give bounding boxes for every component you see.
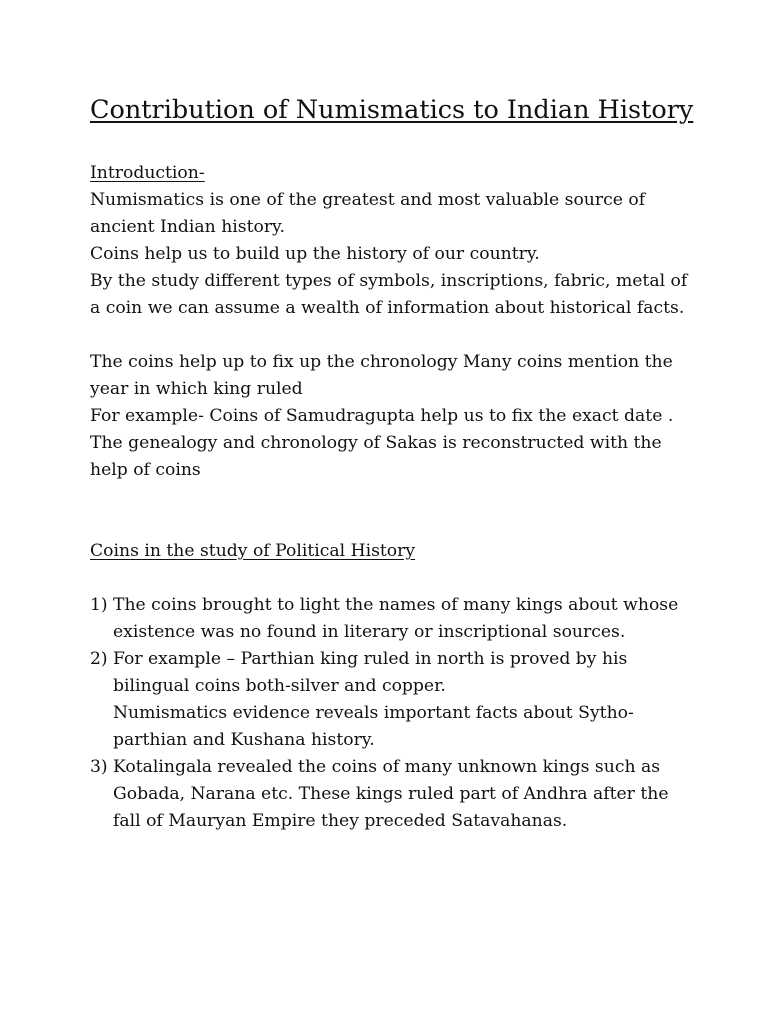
intro-paragraph: Numismatics is one of the greatest and most valuable source of ancient Indian history. [90, 190, 646, 237]
intro-heading: Introduction- [90, 163, 205, 183]
intro-paragraph: By the study different types of symbols, inscriptions, fabric, metal of a coin we can assume a wealth of information about historical facts. [90, 271, 688, 318]
political-history-heading: Coins in the study of Political History [90, 541, 416, 561]
spacer [90, 128, 690, 160]
list-item [90, 592, 690, 646]
intro-paragraph: Coins help us to build up the history of our country. [90, 244, 540, 264]
political-history-list [90, 592, 690, 835]
document-page [90, 92, 694, 835]
list-item-number: 1) [90, 595, 108, 615]
spacer [90, 322, 690, 349]
list-item-number: 3) [90, 757, 108, 777]
document-title: Contribution of Numismatics to Indian History [90, 95, 694, 125]
chronology-paragraph: The genealogy and chronology of Sakas is reconstructed with the help of coins [90, 433, 662, 480]
list-item-number: 2) [90, 649, 108, 669]
chronology-paragraph: For example- Coins of Samudragupta help us to fix the exact date . [90, 406, 674, 426]
list-item-text: Numismatics evidence reveals important facts about Sytho-parthian and Kushana history. [113, 703, 634, 750]
document-body [90, 160, 690, 835]
list-item [90, 646, 690, 754]
list-item [90, 754, 690, 835]
spacer [90, 565, 690, 592]
spacer [90, 484, 690, 538]
list-item-text: Kotalingala revealed the coins of many unknown kings such as Gobada, Narana etc. These kings ruled part of Andhra after the fall of Mauryan Empire they preceded Satavahanas. [113, 757, 669, 831]
list-item-text: The coins brought to light the names of many kings about whose existence was no found in literary or inscriptional sources. [113, 595, 679, 642]
chronology-paragraph: The coins help up to fix up the chronology Many coins mention the year in which king ruled [90, 352, 673, 399]
list-item-text: For example – Parthian king ruled in north is proved by his bilingual coins both-silver and copper. [113, 649, 628, 696]
